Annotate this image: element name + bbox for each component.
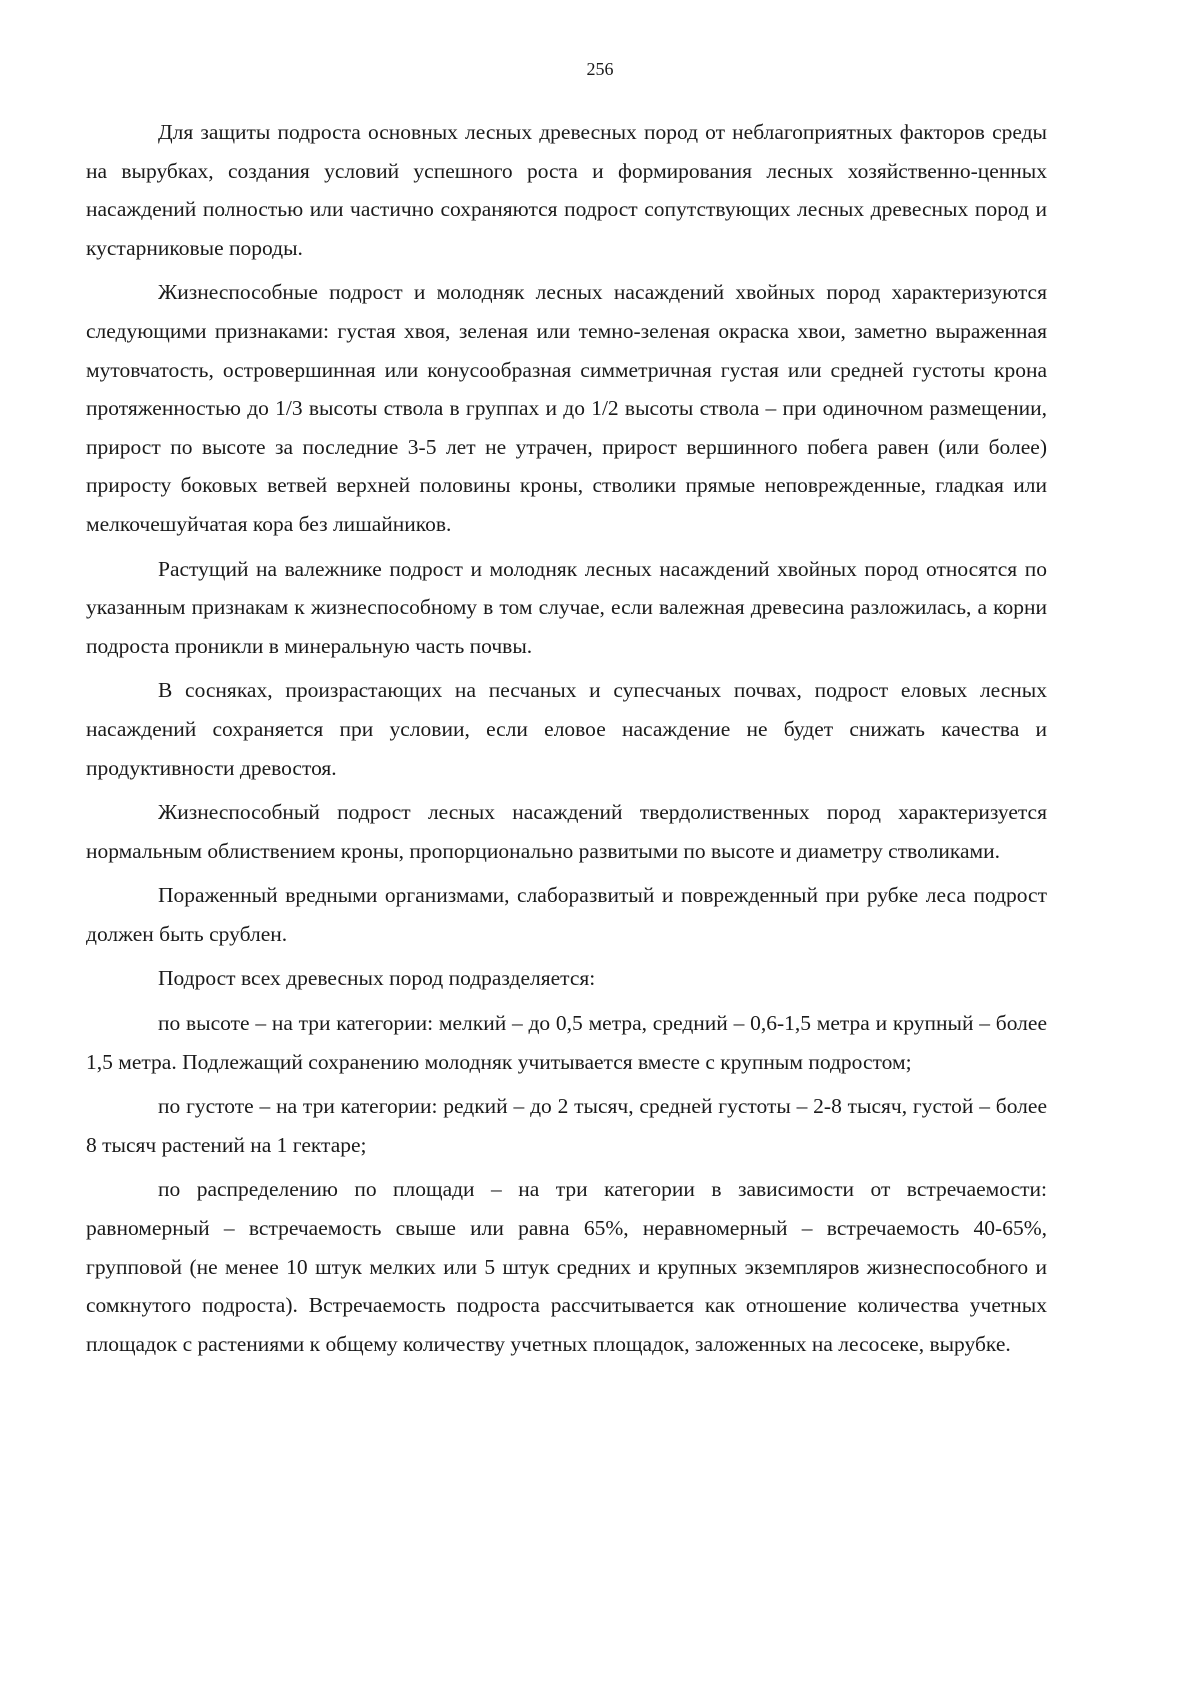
paragraph: Для защиты подроста основных лесных древесных пород от неблагоприятных факторов среды на вырубках, создания условий успешного роста и формирования лесных хозяйственно-ценных насаждений полностью или частично сохраняются подрост сопутствующих лесных древесных пород и кустарниковые породы. — [86, 120, 1047, 260]
paragraph: В сосняках, произрастающих на песчаных и супесчаных почвах, подрост еловых лесных насаждений сохраняется при условии, если еловое насаждение не будет снижать качества и продуктивности древостоя. — [86, 678, 1047, 780]
paragraph: по густоте – на три категории: редкий – до 2 тысяч, средней густоты – 2-8 тысяч, густой – более 8 тысяч растений на 1 гектаре; — [86, 1094, 1047, 1157]
paragraph: Пораженный вредными организмами, слаборазвитый и поврежденный при рубке леса подрост должен быть срублен. — [86, 883, 1047, 946]
paragraph: Растущий на валежнике подрост и молодняк лесных насаждений хвойных пород относятся по указанным признакам к жизнеспособному в том случае, если валежная древесина разложилась, а корни подроста проникли в минеральную часть почвы. — [86, 556, 1047, 658]
paragraph: Жизнеспособные подрост и молодняк лесных насаждений хвойных пород характеризуются следующими признаками: густая хвоя, зеленая или темно-зеленая окраска хвои, заметно выраженная мутовчатость, островершинная или конусообразная симметричная густая или средней густоты крона протяженностью до 1/3 высоты ствола в группах и до 1/2 высоты ствола – при одиночном размещении, прирост по высоте за последние 3-5 лет не утрачен, прирост вершинного побега равен (или более) приросту боковых ветвей верхней половины кроны, стволики прямые неповрежденные, гладкая или мелкочешуйчатая кора без лишайников. — [86, 280, 1047, 536]
page-number: 256 — [586, 59, 614, 79]
paragraph: по высоте – на три категории: мелкий – до 0,5 метра, средний – 0,6-1,5 метра и крупный – более 1,5 метра. Подлежащий сохранению молодняк учитывается вместе с крупным подростом; — [86, 1011, 1047, 1074]
paragraph: по распределению по площади – на три категории в зависимости от встречаемости: равномерный – встречаемость свыше или равна 65%, неравномерный – встречаемость 40-65%, групповой (не менее 10 штук мелких или 5 штук средних и крупных экземпляров жизнеспособного и сомкнутого подроста). Встречаемость подроста рассчитывается как отношение количества учетных площадок с растениями к общему количеству учетных площадок, заложенных на лесосеке, вырубке. — [86, 1177, 1047, 1356]
paragraph: Подрост всех древесных пород подразделяется: — [158, 966, 596, 991]
paragraph: Жизнеспособный подрост лесных насаждений твердолиственных пород характеризуется нормальным облиствением кроны, пропорционально развитыми по высоте и диаметру стволиками. — [86, 800, 1047, 863]
body-text — [86, 113, 1047, 1363]
